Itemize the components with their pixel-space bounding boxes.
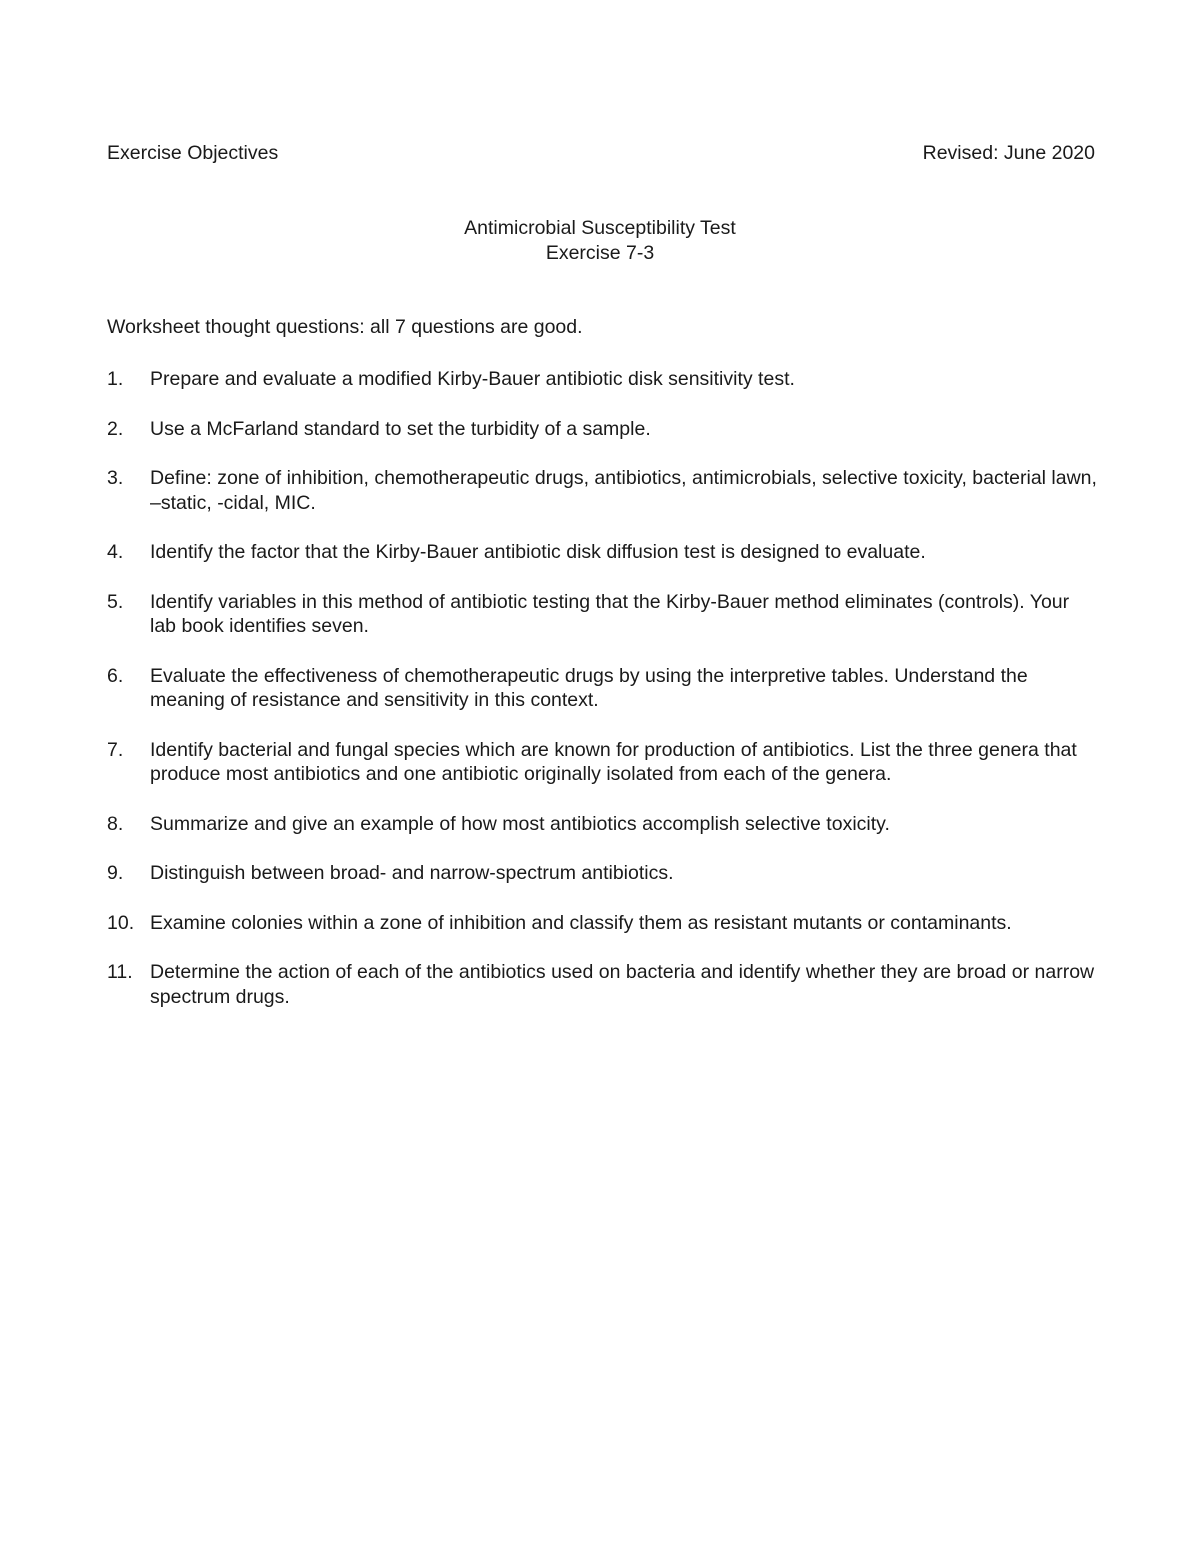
item-number: 8.: [107, 812, 124, 835]
item-number: 5.: [107, 590, 124, 613]
list-item: [107, 590, 1097, 639]
list-item: [107, 466, 1097, 515]
subtitle-line: Exercise 7-3: [545, 242, 655, 264]
item-text: Examine colonies within a zone of inhibition and classify them as resistant mutants or contaminants.: [150, 911, 1012, 934]
item-number: 7.: [107, 738, 124, 761]
list-item: [107, 540, 1097, 565]
item-number: 3.: [107, 467, 124, 489]
list-item: [107, 861, 1097, 886]
revision-date: Revised: June 2020: [922, 142, 1095, 164]
page-header: [107, 141, 1095, 167]
item-text: Evaluate the effectiveness of chemotherapeutic drugs by using the interpretive tables. Understand the meaning of resistance and sensitivity in this context.: [150, 664, 1028, 711]
header-title: Exercise Objectives: [107, 142, 279, 164]
list-item: [107, 367, 1097, 392]
intro-text: Worksheet thought questions: all 7 questions are good.: [107, 316, 583, 338]
item-text: Identify bacterial and fungal species which are known for production of antibiotics. List the three genera that produce most antibiotics and one antibiotic originally isolated from each of the genera.: [150, 738, 1077, 785]
item-text: Summarize and give an example of how most antibiotics accomplish selective toxicity.: [150, 812, 890, 835]
title-line: Antimicrobial Susceptibility Test: [464, 217, 736, 239]
item-text: Identify variables in this method of antibiotic testing that the Kirby-Bauer method eliminates (controls). Your lab book identifies seven.: [150, 590, 1070, 637]
list-item: [107, 664, 1097, 713]
item-number: 2.: [107, 417, 124, 440]
item-text: Determine the action of each of the antibiotics used on bacteria and identify whether they are broad or narrow spectrum drugs.: [150, 961, 1095, 1008]
item-text: Define: zone of inhibition, chemotherapeutic drugs, antibiotics, antimicrobials, selective toxicity, bacterial lawn, –static, -cidal, MIC.: [150, 467, 1097, 514]
list-item: [107, 738, 1097, 787]
item-text: Prepare and evaluate a modified Kirby-Bauer antibiotic disk sensitivity test.: [150, 368, 795, 390]
list-item: [107, 417, 1097, 442]
item-number: 11.: [107, 961, 133, 983]
item-text: Distinguish between broad- and narrow-spectrum antibiotics.: [150, 862, 674, 884]
item-number: 1.: [107, 368, 124, 390]
list-item: [107, 812, 1097, 837]
item-number: 10.: [107, 911, 135, 934]
objectives-list: [107, 367, 1097, 1034]
item-number: 9.: [107, 862, 124, 884]
list-item: [107, 911, 1097, 936]
item-number: 6.: [107, 664, 124, 687]
list-item: [107, 960, 1097, 1009]
item-text: Use a McFarland standard to set the turbidity of a sample.: [150, 417, 651, 440]
document-title: [0, 216, 1200, 266]
item-number: 4.: [107, 541, 124, 563]
item-text: Identify the factor that the Kirby-Bauer antibiotic disk diffusion test is designed to evaluate.: [150, 541, 926, 563]
